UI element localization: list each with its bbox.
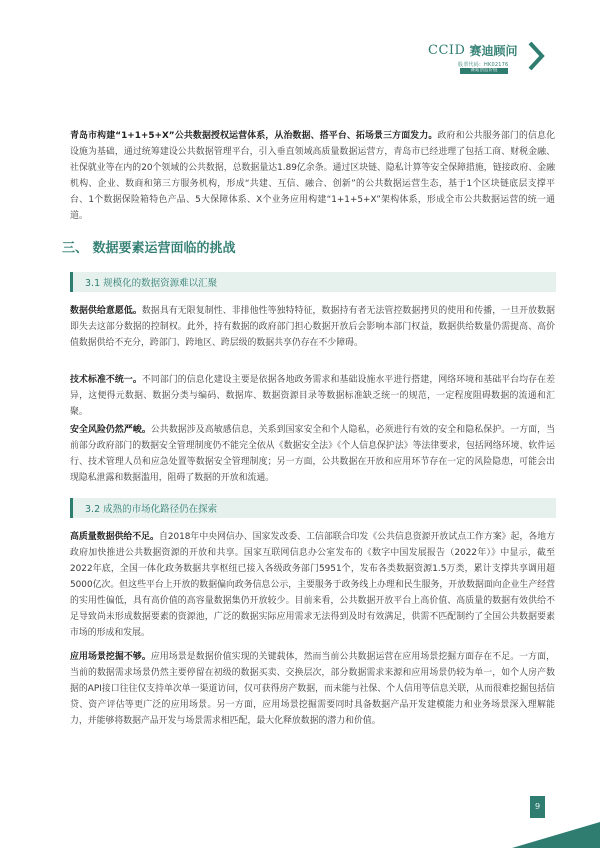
sub2-paragraph-1-block bbox=[70, 529, 555, 641]
logo-chinese: 赛迪顾问 bbox=[469, 43, 518, 58]
chevron-right-icon bbox=[526, 40, 548, 72]
paragraph-body: 公共数据涉及高敏感信息，关系到国家安全和个人隐私，必须进行有效的安全和隐私保护。一方面，当前部分政府部门的数据安全管理制度仍不能完全依从《数据安全法》《个人信息保护法》等法律要求，包括网络环境、软件运行、技术管理人员和应急处置等数据安全管理制度；另一方面，公共数据在开放和应用环节存在一定的风险隐患，可能会出现隐私泄露和数据滥用，阻碍了数据的开放和流通。 bbox=[70, 425, 556, 483]
logo-latin: CCID bbox=[428, 42, 466, 58]
paragraph-body: 数据具有无限复制性、非排他性等独特特征，数据持有者无法管控数据拷贝的使用和传播，一旦开放数据即失去这部分数据的控制权。此外，持有数据的政府部门担心数据开放后会影响本部门权益，数据供给数量仍需提高、高价值数据供给不充分，跨部门、跨地区、跨层级的数据共享仍存在不少障碍。 bbox=[70, 306, 556, 348]
paragraph bbox=[70, 303, 555, 351]
paragraph-lead: 数据供给意愿低。 bbox=[70, 306, 142, 316]
paragraph-lead: 应用场景挖掘不够。 bbox=[70, 652, 151, 662]
subsection-title: 3.1 规模化的数据资源难以汇聚 bbox=[85, 278, 218, 289]
paragraph bbox=[70, 529, 555, 641]
intro-lead: 青岛市构建“1+1+5+X”公共数据授权运营体系，从治数据、搭平台、拓场景三方面发力。 bbox=[70, 131, 438, 141]
stock-code: 股票代码：HK02176 bbox=[458, 62, 509, 68]
sub1-paragraph-3-block bbox=[70, 422, 555, 486]
paragraph bbox=[70, 422, 555, 486]
sub1-paragraph-1-block bbox=[70, 303, 555, 351]
corner-decoration bbox=[512, 822, 600, 848]
logo-slogan: 赛迪创造价值 bbox=[460, 68, 508, 74]
subsection-header-3-1 bbox=[70, 272, 556, 292]
paragraph bbox=[70, 649, 555, 729]
paragraph-body: 自2018年中央网信办、国家发改委、工信部联合印发《公共信息资源开放试点工作方案》起，各地方政府加快推进公共数据资源的开放和共享。国家互联网信息办公室发布的《数字中国发展报告（2022年）》中显示，截至2022年底，全国一体化政务数据共享枢纽已接入各级政务部门5951个，发布各类数据资源1.5万类，累计支撑共享调用超5000亿次。但这些平台上开放的数据偏向政务信息公示，主要服务于政务线上办理和民生服务，开放数据面向企业生产经营的实用性偏低，具有高价值的高容量数据集仍开放较少。目前来看，公共数据开放平台上高价值、高质量的数据有效供给不足导致尚未形成数据要素的资源池，广泛的数据实际应用需求无法得到及时有效满足，供需不匹配制约了全国公共数据要素市场的形成和发展。 bbox=[70, 532, 556, 638]
paragraph-lead: 技术标准不统一。 bbox=[70, 375, 142, 385]
sub1-paragraph-2-block bbox=[70, 372, 555, 420]
intro-block bbox=[70, 128, 555, 224]
paragraph-body: 不同部门的信息化建设主要是依据各地政务需求和基础设施水平进行搭建，网络环境和基础平台均存在差异，这便得元数据、数据分类与编码、数据库、数据资源目录等数据标准缺乏统一的规范，一定程度阻碍数据的流通和汇聚。 bbox=[70, 375, 556, 417]
paragraph-lead: 安全风险仍然严峻。 bbox=[70, 425, 151, 435]
paragraph bbox=[70, 372, 555, 420]
paragraph-lead: 高质量数据供给不足。 bbox=[70, 532, 159, 542]
subsection-title: 3.2 成熟的市场化路径仍在探索 bbox=[85, 504, 218, 515]
paragraph-body: 应用场景是数据价值实现的关键载体，然而当前公共数据运营在应用场景挖掘方面存在不足。一方面，当前的数据需求场景仍然主要停留在初级的数据买卖、交换层次，部分数据需求来源和应用场景仍较为单一，如个人房产数据的API接口往往仅支持单次单一渠道访问，仅可获得房产数据，而未能与社保、个人信用等信息关联，从而很难挖掘包括信贷、资产评估等更广泛的应用场景。另一方面，应用场景挖掘需要同时具备数据产品开发建模能力和业务场景深入理解能力，并能够将数据产品开发与场景需求相匹配，最大化释放数据的潜力和价值。 bbox=[70, 652, 556, 726]
company-logo bbox=[428, 40, 548, 74]
intro-paragraph bbox=[70, 128, 555, 224]
logo-wordmark bbox=[428, 40, 528, 60]
section-title: 三、 数据要素运营面临的挑战 bbox=[62, 241, 236, 256]
sub2-paragraph-2-block bbox=[70, 649, 555, 729]
page-number: 9 bbox=[530, 796, 545, 818]
subsection-header-3-2 bbox=[70, 498, 556, 518]
intro-body: 政府和公共服务部门的信息化设施为基础，通过统筹建设公共数据管理平台，引入垂直领域高质量数据运营方，青岛市已经进理了包括工商、财税金融、社保就业等在内的20个领域的公共数据，总数据量达1.89亿余条。通过区块链、隐私计算等安全保障措施，链接政府、金融机构、企业、数商和第三方服务机构，形成“共建、互信、融合、创新”的公共数据运营生态，基于1个区块链底层支撑平台、1个数据保险箱特色产品、5大保障体系、X个业务应用构建“1+1+5+X”架构体系，形成全市公共数据运营的统一通道。 bbox=[70, 131, 556, 221]
